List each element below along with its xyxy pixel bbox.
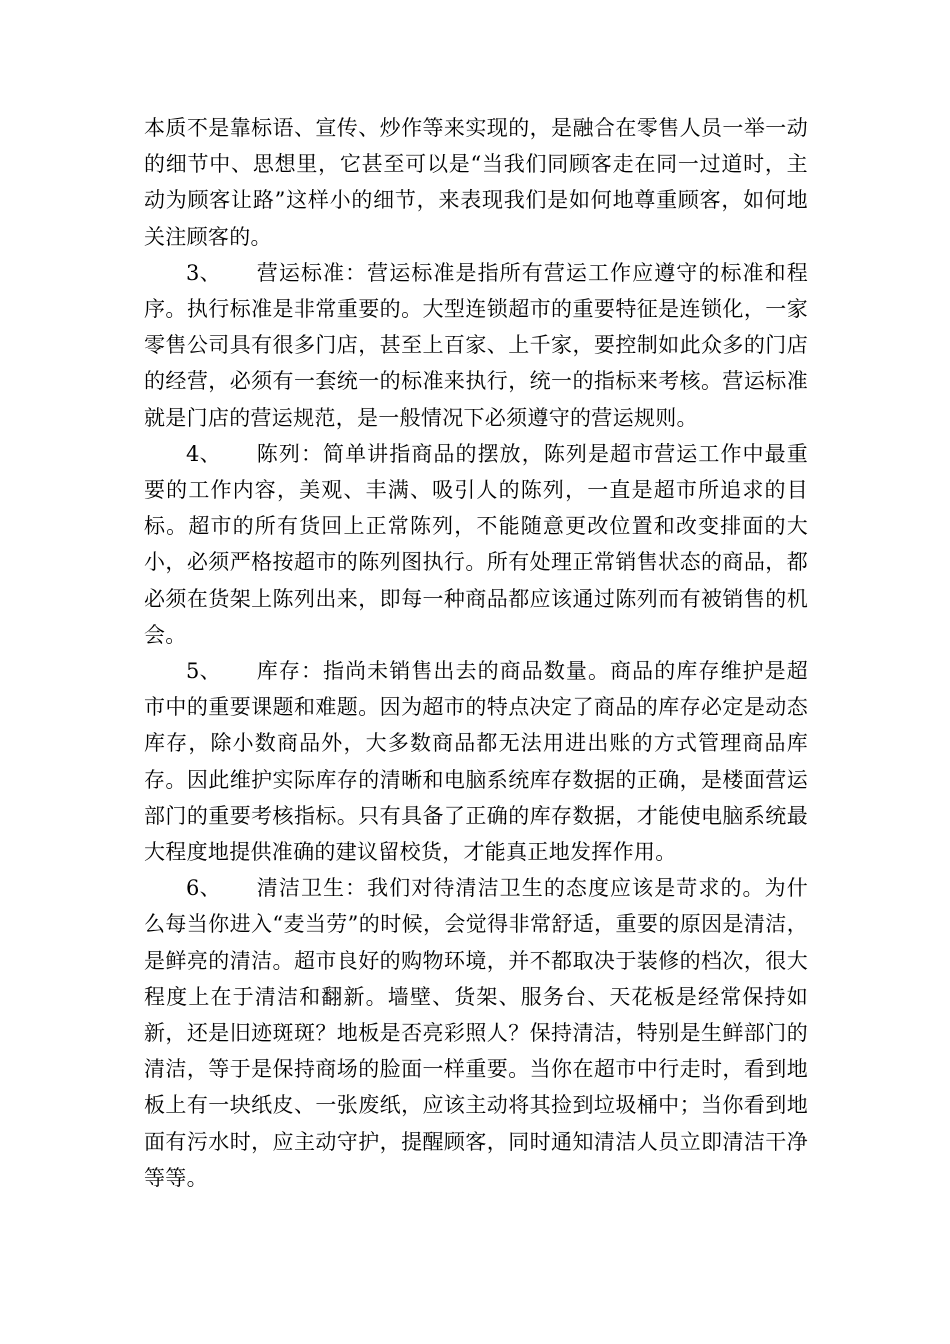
paragraph-text: 清洁卫生：我们对待清洁卫生的态度应该是苛求的。为什么每当你进入“麦当劳”的时候，会觉得非常舒适，重要的原因是清洁，是鲜亮的清洁。超市良好的购物环境，并不都取决于装修的档次，很大程度上在于清洁和翻新。墙壁、货架、服务台、天花板是经常保持如新，还是旧迹斑斑？地板是否亮彩照人？保持清洁，特别是生鲜部门的清洁，等于是保持商场的脸面一样重要。当你在超市中行走时，看到地板上有一块纸皮、一张废纸，应该主动将其捡到垃圾桶中；当你看到地面有污水时，应主动守护，提醒顾客，同时通知清洁人员立即清洁干净等等。 — [144, 876, 808, 1190]
paragraph-text: 库存：指尚未销售出去的商品数量。商品的库存维护是超市中的重要课题和难题。因为超市的特点决定了商品的库存必定是动态库存，除小数商品外，大多数商品都无法用进出账的方式管理商品库存。因此维护实际库存的清晰和电脑系统库存数据的正确，是楼面营运部门的重要考核指标。只有具备了正确的库存数据，才能使电脑系统最大程度地提供准确的建议留校货，才能真正地发挥作用。 — [144, 659, 808, 865]
paragraph-display — [144, 436, 808, 653]
paragraph-number: 3、 — [186, 260, 221, 285]
paragraph-number: 4、 — [186, 441, 221, 466]
paragraph-text: 本质不是靠标语、宣传、炒作等来实现的，是融合在零售人员一举一动的细节中、思想里，它甚至可以是“当我们同顾客走在同一过道时，主动为顾客让路”这样小的细节，来表现我们是如何地尊重顾客，如何地关注顾客的。 — [144, 116, 808, 249]
paragraph-number: 5、 — [186, 659, 221, 684]
paragraph-number: 6、 — [186, 876, 221, 901]
document-body — [144, 110, 808, 1196]
paragraph-text: 陈列：简单讲指商品的摆放，陈列是超市营运工作中最重要的工作内容，美观、丰满、吸引人的陈列，一直是超市所追求的目标。超市的所有货回上正常陈列，不能随意更改位置和改变排面的大小，必须严格按超市的陈列图执行。所有处理正常销售状态的商品，都必须在货架上陈列出来，即每一种商品都应该通过陈列而有被销售的机会。 — [144, 441, 808, 647]
paragraph-inventory — [144, 653, 808, 870]
paragraph-text: 营运标准：营运标准是指所有营运工作应遵守的标准和程序。执行标准是非常重要的。大型连锁超市的重要特征是连锁化，一家零售公司具有很多门店，甚至上百家、上千家，要控制如此众多的门店的经营，必须有一套统一的标准来执行，统一的指标来考核。营运标准就是门店的营运规范，是一般情况下必须遵守的营运规则。 — [144, 260, 808, 430]
paragraph-continuation — [144, 110, 808, 255]
paragraph-cleanliness — [144, 870, 808, 1196]
paragraph-operation-standards — [144, 255, 808, 436]
